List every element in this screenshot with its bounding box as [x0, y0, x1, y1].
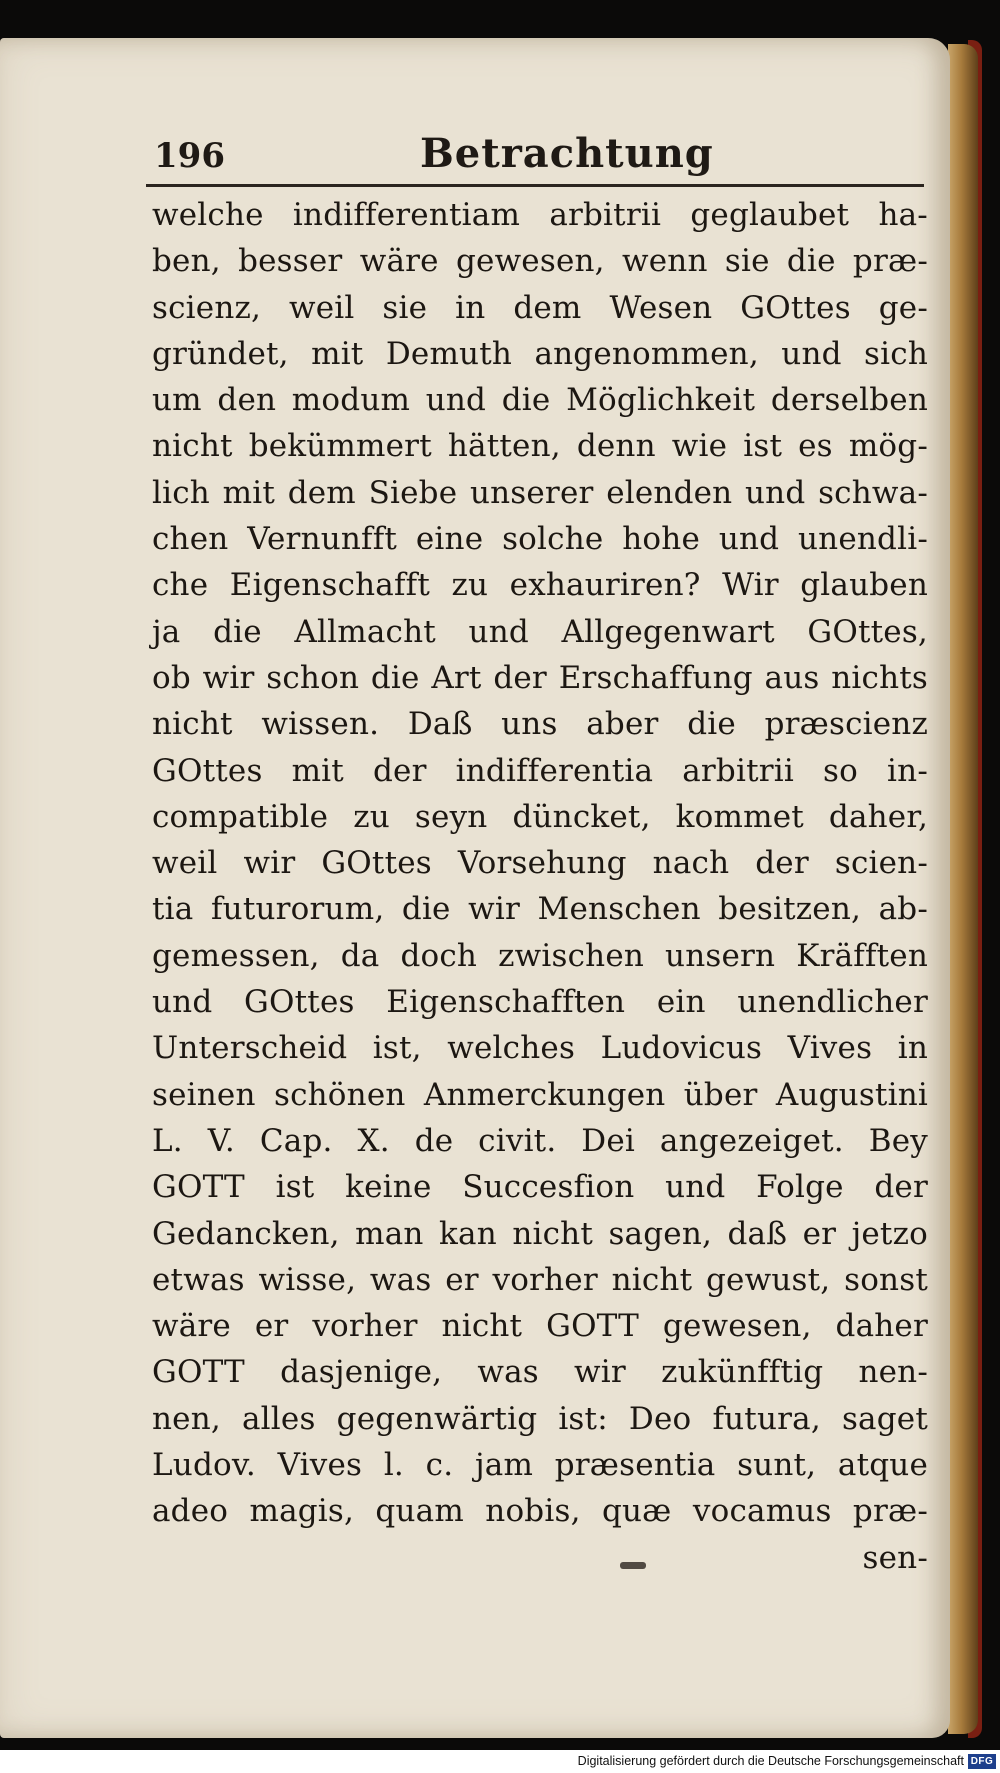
catchword: sen-: [862, 1539, 928, 1576]
text-line: Unterscheid ist, welches Ludovicus Vives in: [152, 1030, 928, 1067]
text-line: seinen schönen Anmerckungen über Augustini: [152, 1076, 928, 1113]
footer-bar: [0, 1750, 1000, 1773]
text-line: nen, alles gegenwärtig ist: Deo futura, saget: [152, 1400, 928, 1437]
text-line: und GOttes Eigenschafften ein unendlicher: [152, 984, 928, 1021]
text-line: ob wir schon die Art der Erschaffung aus nichts: [152, 659, 928, 696]
text-line: lich mit dem Siebe unserer elenden und schwa-: [152, 474, 928, 511]
text-line: nicht bekümmert hätten, denn wie ist es mög-: [152, 428, 928, 465]
text-line: weil wir GOttes Vorsehung nach der scien-: [152, 845, 928, 882]
page-number: 196: [154, 136, 225, 176]
text-line: welche indifferentiam arbitrii geglaubet ha-: [152, 197, 928, 233]
running-head: [150, 128, 920, 188]
text-line: gemessen, da doch zwischen unsern Kräfften: [152, 937, 928, 974]
text-line: Ludov. Vives l. c. jam præsentia sunt, atque: [152, 1447, 928, 1484]
text-line: etwas wisse, was er vorher nicht gewust, sonst: [152, 1261, 928, 1298]
text-line: ja die Allmacht und Allgegenwart GOttes,: [152, 613, 928, 650]
text-line: um den modum und die Möglichkeit derselben: [152, 382, 928, 419]
text-line: GOTT dasjenige, was wir zukünfftig nen-: [152, 1354, 928, 1391]
gilt-page-edge: [948, 44, 978, 1734]
text-line: tia futurorum, die wir Menschen besitzen, ab-: [152, 891, 928, 928]
body-text: [152, 192, 928, 1581]
text-line: L. V. Cap. X. de civit. Dei angezeiget. Bey: [152, 1122, 928, 1159]
funding-credit: Digitalisierung gefördert durch die Deutsche Forschungsgemeinschaft: [577, 1754, 964, 1768]
text-line: nicht wissen. Daß uns aber die præscienz: [152, 706, 928, 743]
text-line: ben, besser wäre gewesen, wenn sie die præ-: [152, 243, 928, 280]
text-line: adeo magis, quam nobis, quæ vocamus præ-: [152, 1493, 928, 1530]
text-line: GOTT ist keine Succesfion und Folge der: [152, 1169, 928, 1206]
text-line: compatible zu seyn düncket, kommet daher,: [152, 798, 928, 835]
text-line: scienz, weil sie in dem Wesen GOttes ge-: [152, 289, 928, 326]
running-title: Betrachtung: [420, 130, 714, 177]
text-line: wäre er vorher nicht GOTT gewesen, daher: [152, 1308, 928, 1345]
ink-mark: [620, 1562, 646, 1569]
header-rule: [146, 184, 924, 187]
text-line: chen Vernunfft eine solche hohe und unendli-: [152, 521, 928, 558]
text-line: che Eigenschafft zu exhauriren? Wir glauben: [152, 567, 928, 604]
text-line: Gedancken, man kan nicht sagen, daß er jetzo: [152, 1215, 928, 1252]
dfg-logo: DFG: [968, 1754, 996, 1769]
text-line: gründet, mit Demuth angenommen, und sich: [152, 335, 928, 372]
text-line: GOttes mit der indifferentia arbitrii so in-: [152, 752, 928, 789]
